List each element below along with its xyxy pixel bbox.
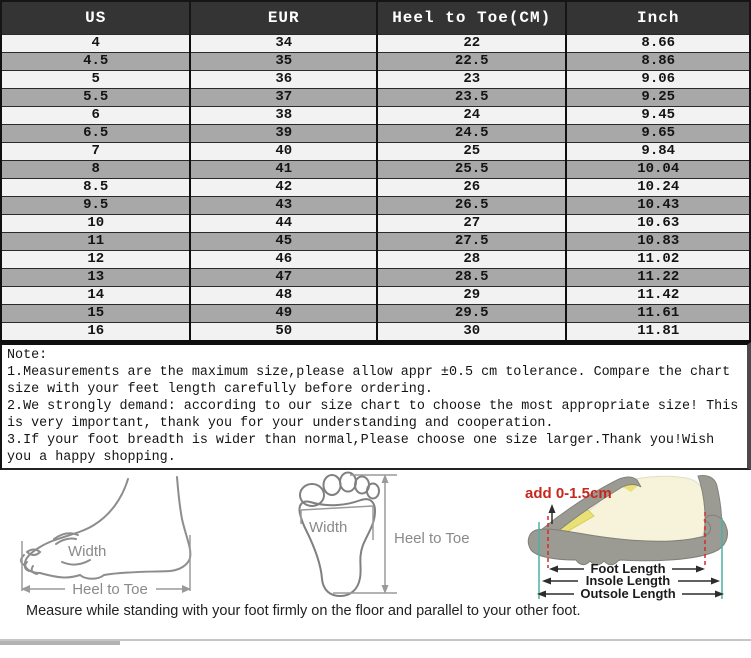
table-cell: 10.43 xyxy=(566,196,750,214)
table-cell: 25 xyxy=(377,142,566,160)
table-cell: 14 xyxy=(1,286,190,304)
shoe-add-label: add 0-1.5cm xyxy=(525,484,612,502)
table-cell: 10.04 xyxy=(566,160,750,178)
table-cell: 9.65 xyxy=(566,124,750,142)
shoe-diagram xyxy=(518,472,751,604)
table-cell: 39 xyxy=(190,124,377,142)
table-row xyxy=(1,160,750,178)
table-cell: 29.5 xyxy=(377,304,566,322)
table-cell: 8.5 xyxy=(1,178,190,196)
insole-length-label: Insole Length xyxy=(585,572,671,588)
table-cell: 22.5 xyxy=(377,52,566,70)
table-cell: 8.86 xyxy=(566,52,750,70)
table-cell: 26.5 xyxy=(377,196,566,214)
table-cell: 6 xyxy=(1,106,190,124)
table-row xyxy=(1,124,750,142)
table-row xyxy=(1,214,750,232)
table-cell: 42 xyxy=(190,178,377,196)
table-cell: 13 xyxy=(1,268,190,286)
table-cell: 43 xyxy=(190,196,377,214)
shoe-length-rows xyxy=(537,561,724,601)
side-foot-length-label: Heel to Toe xyxy=(72,580,148,598)
table-cell: 45 xyxy=(190,232,377,250)
table-cell: 10 xyxy=(1,214,190,232)
table-cell: 8.66 xyxy=(566,34,750,52)
side-foot-width-label: Width xyxy=(68,542,107,560)
table-row xyxy=(1,232,750,250)
table-cell: 12 xyxy=(1,250,190,268)
outsole-length-label: Outsole Length xyxy=(580,585,676,601)
table-cell: 27.5 xyxy=(377,232,566,250)
footprint-width-label: Width xyxy=(309,518,348,536)
side-foot-outline xyxy=(21,477,190,579)
table-cell: 11.81 xyxy=(566,322,750,341)
note-line-3: 3.If your foot breadth is wider than normal,Please choose one size larger.Thank you!Wish you a happy shopping. xyxy=(7,432,715,465)
table-row xyxy=(1,70,750,88)
table-cell: 10.83 xyxy=(566,232,750,250)
measure-caption: Measure while standing with your foot firmly on the floor and parallel to your other foot. xyxy=(26,602,581,619)
table-cell: 16 xyxy=(1,322,190,341)
size-table-body xyxy=(1,34,750,341)
table-cell: 22 xyxy=(377,34,566,52)
table-cell: 5 xyxy=(1,70,190,88)
table-cell: 6.5 xyxy=(1,124,190,142)
table-cell: 11.42 xyxy=(566,286,750,304)
table-cell: 37 xyxy=(190,88,377,106)
table-cell: 47 xyxy=(190,268,377,286)
table-cell: 35 xyxy=(190,52,377,70)
table-cell: 28 xyxy=(377,250,566,268)
col-header-cm: Heel to Toe(CM) xyxy=(377,1,566,34)
table-row xyxy=(1,88,750,106)
table-row xyxy=(1,322,750,341)
table-row xyxy=(1,250,750,268)
table-cell: 46 xyxy=(190,250,377,268)
note-line-1: 1.Measurements are the maximum size,please allow appr ±0.5 cm tolerance. Compare the chart size with your feet length carefully before ordering. xyxy=(7,364,731,397)
table-cell: 49 xyxy=(190,304,377,322)
table-cell: 50 xyxy=(190,322,377,341)
bottom-partial-line xyxy=(0,641,120,645)
footprint-diagram xyxy=(293,470,473,605)
note-title: Note: xyxy=(7,347,48,363)
table-cell: 23.5 xyxy=(377,88,566,106)
col-header-us: US xyxy=(1,1,190,34)
table-cell: 10.63 xyxy=(566,214,750,232)
table-cell: 11 xyxy=(1,232,190,250)
table-cell: 48 xyxy=(190,286,377,304)
table-cell: 11.02 xyxy=(566,250,750,268)
table-row xyxy=(1,106,750,124)
table-cell: 10.24 xyxy=(566,178,750,196)
table-cell: 15 xyxy=(1,304,190,322)
table-cell: 41 xyxy=(190,160,377,178)
table-cell: 11.22 xyxy=(566,268,750,286)
foot-length-label: Foot Length xyxy=(590,560,666,576)
table-cell: 38 xyxy=(190,106,377,124)
col-header-eur: EUR xyxy=(190,1,377,34)
table-cell: 5.5 xyxy=(1,88,190,106)
table-row xyxy=(1,178,750,196)
table-cell: 4.5 xyxy=(1,52,190,70)
table-cell: 34 xyxy=(190,34,377,52)
table-cell: 7 xyxy=(1,142,190,160)
table-cell: 36 xyxy=(190,70,377,88)
table-cell: 24.5 xyxy=(377,124,566,142)
table-cell: 9.25 xyxy=(566,88,750,106)
table-cell: 44 xyxy=(190,214,377,232)
table-cell: 24 xyxy=(377,106,566,124)
table-cell: 25.5 xyxy=(377,160,566,178)
table-row xyxy=(1,286,750,304)
table-cell: 8 xyxy=(1,160,190,178)
note-line-2: 2.We strongly demand: according to our size chart to choose the most appropriate size! This is very important, thank you for your understanding and cooperation. xyxy=(7,398,739,431)
table-row xyxy=(1,52,750,70)
table-row xyxy=(1,34,750,52)
table-cell: 26 xyxy=(377,178,566,196)
table-cell: 28.5 xyxy=(377,268,566,286)
table-row xyxy=(1,142,750,160)
side-foot-diagram xyxy=(10,475,215,605)
table-cell: 9.45 xyxy=(566,106,750,124)
col-header-inch: Inch xyxy=(566,1,750,34)
table-cell: 9.84 xyxy=(566,142,750,160)
measure-section xyxy=(0,470,751,641)
table-cell: 23 xyxy=(377,70,566,88)
table-row xyxy=(1,304,750,322)
table-cell: 40 xyxy=(190,142,377,160)
table-cell: 27 xyxy=(377,214,566,232)
header-row xyxy=(1,1,750,34)
add-arrow-up xyxy=(549,504,556,513)
size-table-header xyxy=(1,1,750,34)
note-section xyxy=(0,342,751,470)
table-row xyxy=(1,268,750,286)
table-cell: 9.06 xyxy=(566,70,750,88)
footprint-length-label: Heel to Toe xyxy=(394,529,470,547)
table-cell: 29 xyxy=(377,286,566,304)
table-cell: 9.5 xyxy=(1,196,190,214)
table-cell: 30 xyxy=(377,322,566,341)
table-cell: 11.61 xyxy=(566,304,750,322)
table-cell: 4 xyxy=(1,34,190,52)
table-row xyxy=(1,196,750,214)
